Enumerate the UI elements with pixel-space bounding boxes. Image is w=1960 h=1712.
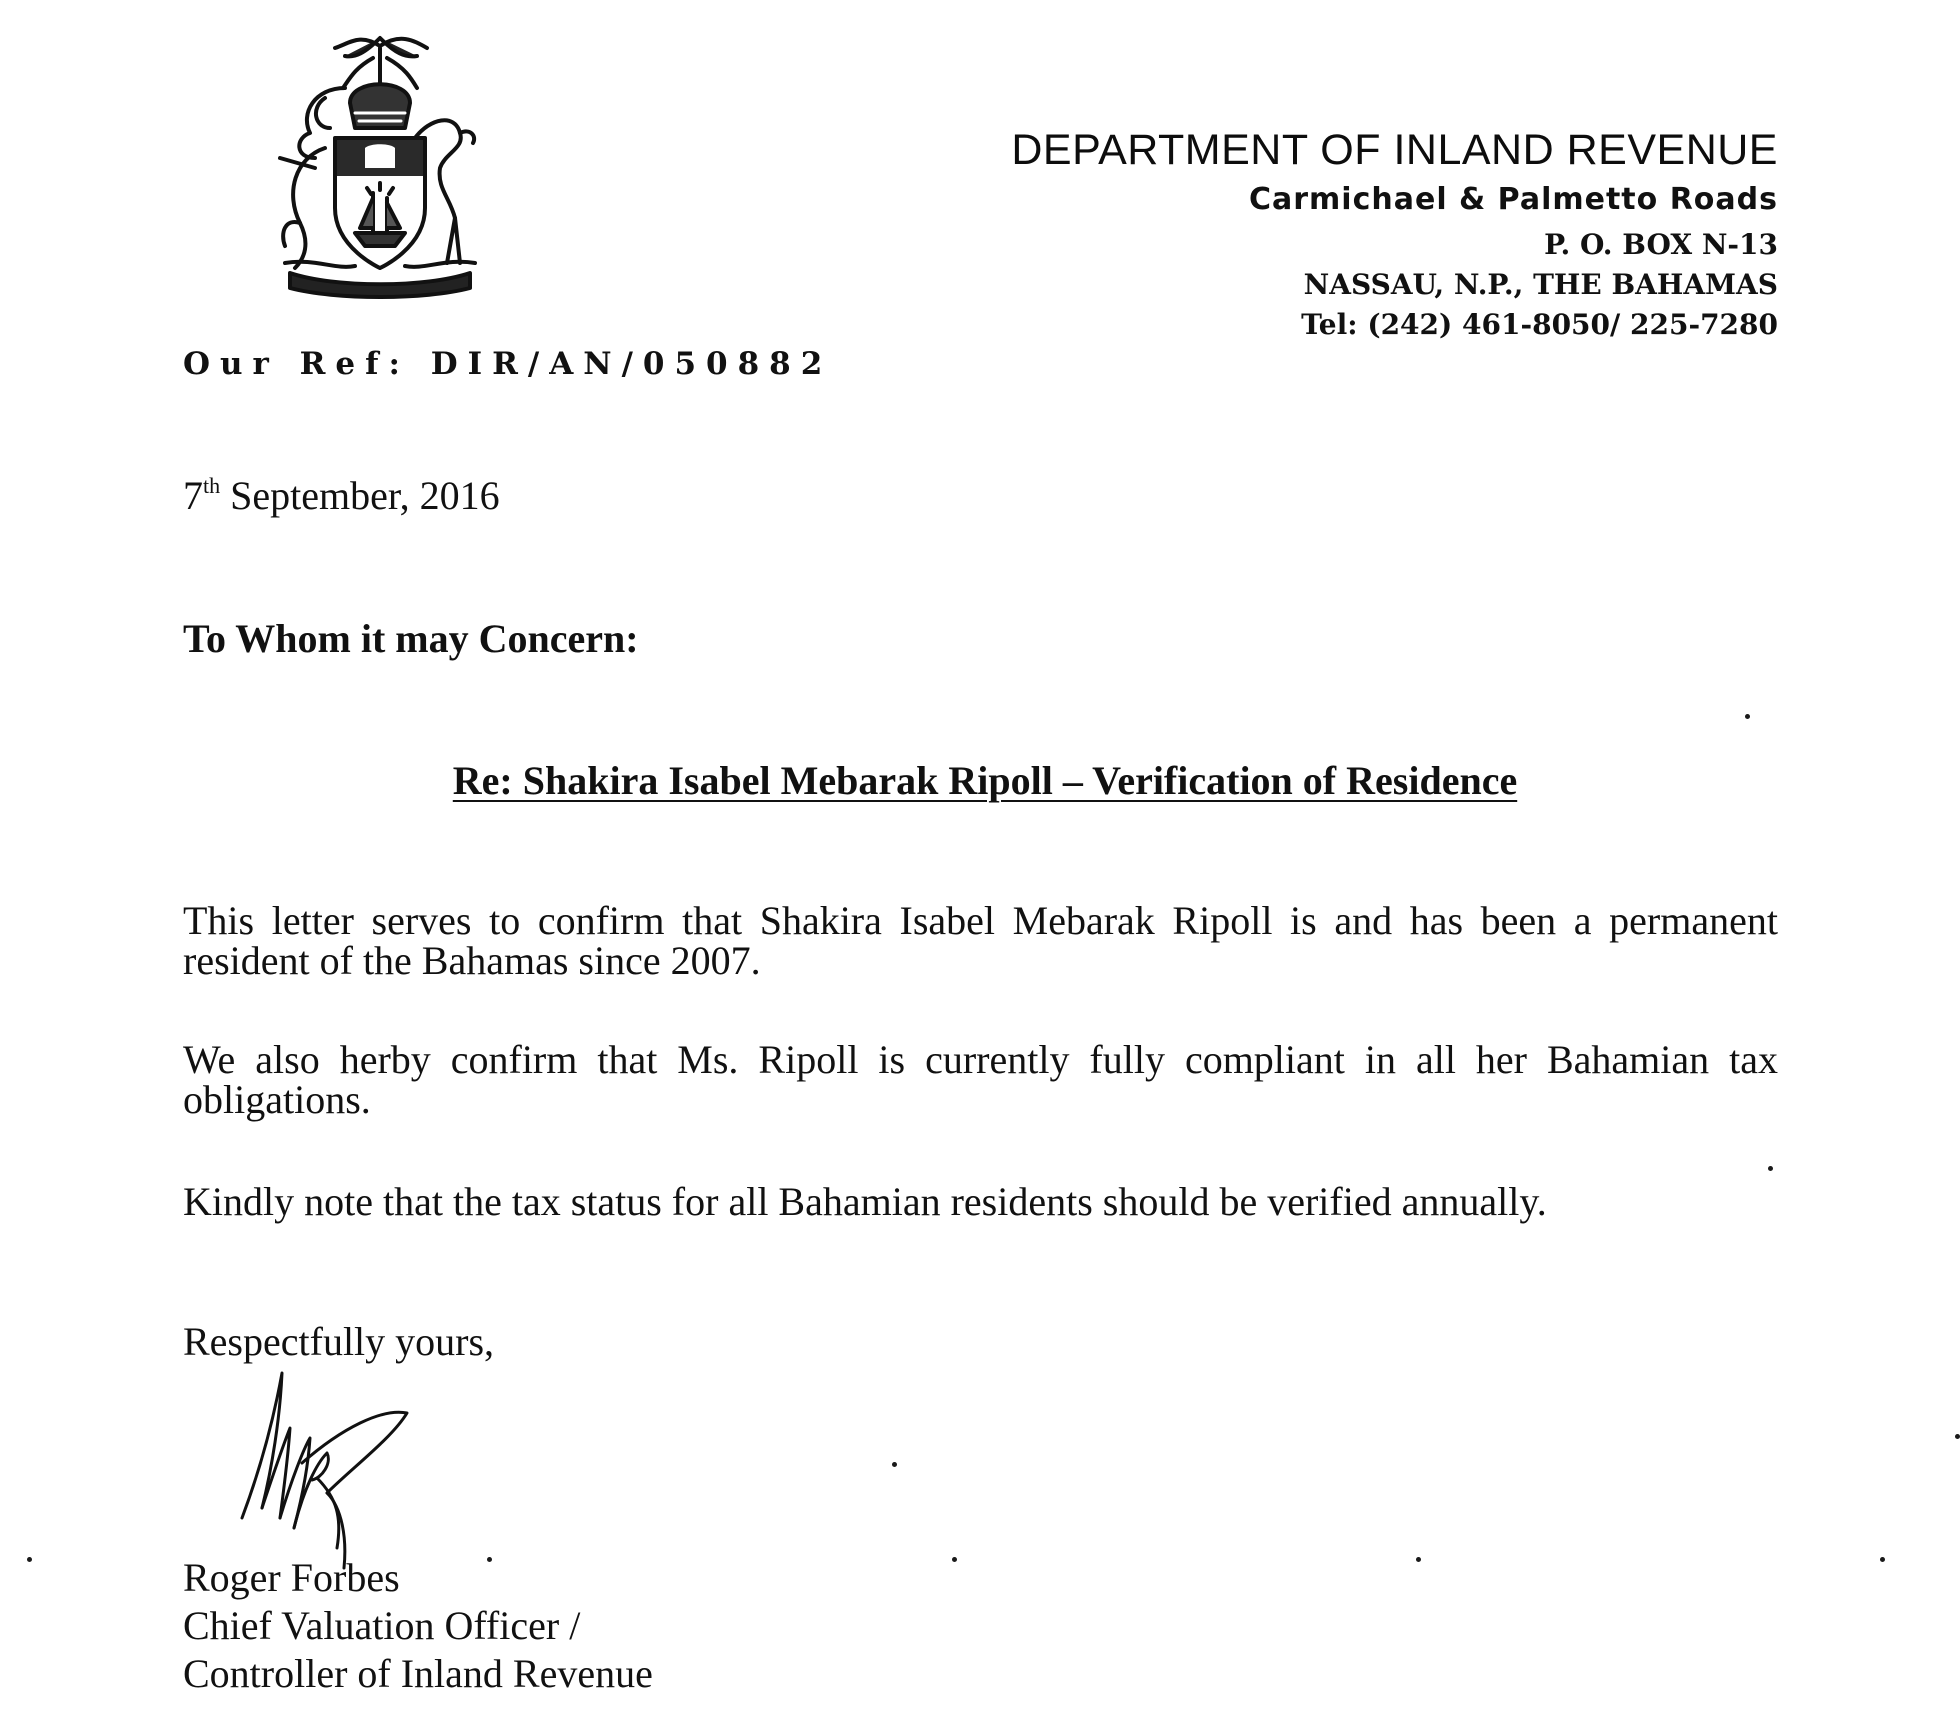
department-street-address: Carmichael & Palmetto Roads [1248,182,1778,217]
body-paragraph-tax-compliance: We also herby confirm that Ms. Ripoll is currently fully compliant in all her Bahamian tax obligations. [183,1037,1778,1122]
date-day: 7 [183,473,203,518]
department-title: DEPARTMENT OF INLAND REVENUE [1011,126,1778,174]
scan-speck [1955,1434,1960,1439]
scan-speck [952,1557,957,1562]
scan-speck [1880,1557,1885,1562]
scan-speck [1768,1166,1773,1171]
scan-speck [27,1557,32,1562]
date-month-year: September, 2016 [220,473,500,518]
date-day-suffix: th [203,473,221,498]
closing-phrase: Respectfully yours, [183,1319,495,1364]
body-paragraph-residence: This letter serves to confirm that Shakira Isabel Mebarak Ripoll is and has been a permanent resident of the Bahamas since 2007. [183,898,1778,983]
salutation: To Whom it may Concern: [183,616,639,661]
coat-of-arms-emblem [255,18,505,303]
letter-date [183,473,500,518]
scan-speck [1745,714,1750,719]
reference-number: Our Ref: DIR/AN/050882 [183,346,833,382]
scan-speck [892,1462,897,1467]
signer-name: Roger Forbes [183,1555,400,1600]
scan-speck [487,1557,492,1562]
body-paragraph-annual-verification: Kindly note that the tax status for all Bahamian residents should be verified annually. [183,1179,1547,1224]
department-telephone: Tel: (242) 461-8050/ 225-7280 [1301,308,1778,341]
department-po-box: P. O. BOX N-13 [1544,228,1778,261]
department-city: NASSAU, N.P., THE BAHAMAS [1303,268,1778,301]
signer-title-line-1: Chief Valuation Officer / [183,1603,581,1648]
subject-line: Re: Shakira Isabel Mebarak Ripoll – Verification of Residence [452,758,1518,803]
handwritten-signature [232,1368,432,1578]
signer-title-line-2: Controller of Inland Revenue [183,1651,653,1696]
scan-speck [1416,1557,1421,1562]
